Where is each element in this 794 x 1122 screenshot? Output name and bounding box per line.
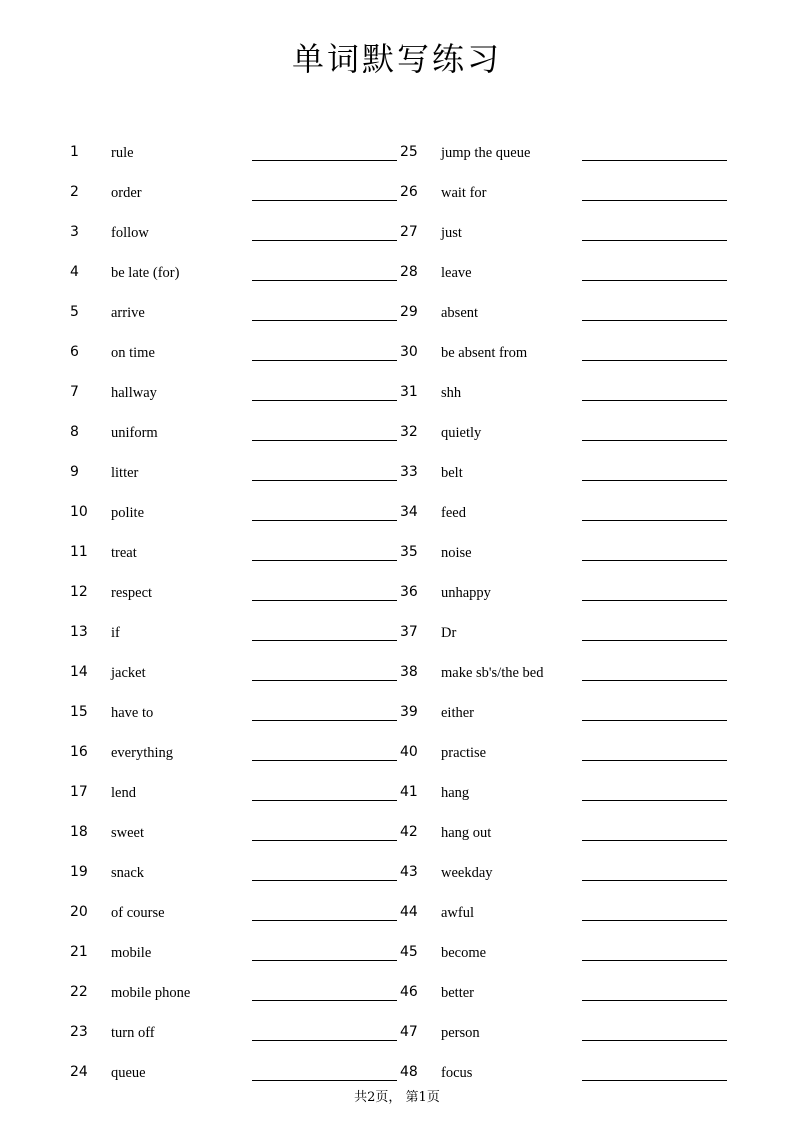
answer-blank[interactable]	[582, 1080, 727, 1081]
answer-blank[interactable]	[582, 880, 727, 881]
answer-blank[interactable]	[582, 680, 727, 681]
vocab-word: weekday	[441, 865, 493, 881]
answer-blank[interactable]	[252, 240, 397, 241]
answer-blank[interactable]	[582, 280, 727, 281]
answer-blank[interactable]	[582, 320, 727, 321]
answer-blank[interactable]	[582, 800, 727, 801]
item-number: 8	[70, 424, 79, 440]
vocab-word: mobile phone	[111, 985, 191, 1001]
answer-blank[interactable]	[252, 840, 397, 841]
item-number: 1	[70, 144, 79, 160]
vocab-row	[0, 733, 794, 773]
vocab-word: sweet	[111, 825, 145, 841]
answer-blank[interactable]	[252, 480, 397, 481]
answer-blank[interactable]	[582, 720, 727, 721]
answer-blank[interactable]	[582, 240, 727, 241]
item-number: 40	[400, 744, 418, 760]
item-number: 34	[400, 504, 418, 520]
item-number: 35	[400, 544, 418, 560]
vocab-row	[0, 533, 794, 573]
item-number: 13	[70, 624, 88, 640]
answer-blank[interactable]	[582, 160, 727, 161]
answer-blank[interactable]	[252, 760, 397, 761]
answer-blank[interactable]	[252, 560, 397, 561]
item-number: 41	[400, 784, 418, 800]
vocab-word: quietly	[441, 425, 482, 441]
vocab-row	[0, 573, 794, 613]
item-number: 30	[400, 344, 418, 360]
answer-blank[interactable]	[252, 440, 397, 441]
answer-blank[interactable]	[252, 520, 397, 521]
vocab-row	[0, 973, 794, 1013]
item-number: 9	[70, 464, 79, 480]
vocab-row	[0, 653, 794, 693]
item-number: 28	[400, 264, 418, 280]
answer-blank[interactable]	[582, 520, 727, 521]
item-number: 7	[70, 384, 79, 400]
vocab-row	[0, 333, 794, 373]
answer-blank[interactable]	[252, 320, 397, 321]
item-number: 37	[400, 624, 418, 640]
answer-blank[interactable]	[582, 200, 727, 201]
vocab-word: focus	[441, 1065, 473, 1081]
vocab-row	[0, 493, 794, 533]
item-number: 14	[70, 664, 88, 680]
item-number: 43	[400, 864, 418, 880]
item-number: 46	[400, 984, 418, 1000]
item-number: 12	[70, 584, 88, 600]
item-number: 39	[400, 704, 418, 720]
answer-blank[interactable]	[582, 480, 727, 481]
vocab-word: respect	[111, 585, 153, 601]
vocab-word: hallway	[111, 385, 157, 401]
vocab-row	[0, 133, 794, 173]
vocab-word: hang out	[441, 825, 492, 841]
vocab-word: mobile	[111, 945, 152, 961]
answer-blank[interactable]	[252, 800, 397, 801]
answer-blank[interactable]	[252, 360, 397, 361]
vocab-word: just	[441, 225, 462, 241]
answer-blank[interactable]	[582, 920, 727, 921]
item-number: 48	[400, 1064, 418, 1080]
vocab-word: snack	[111, 865, 145, 881]
item-number: 36	[400, 584, 418, 600]
answer-blank[interactable]	[582, 440, 727, 441]
vocab-word: uniform	[111, 425, 158, 441]
answer-blank[interactable]	[252, 280, 397, 281]
answer-blank[interactable]	[582, 1040, 727, 1041]
vocab-row	[0, 893, 794, 933]
answer-blank[interactable]	[582, 560, 727, 561]
vocab-row	[0, 613, 794, 653]
vocab-word: become	[441, 945, 487, 961]
vocab-word: shh	[441, 385, 462, 401]
vocab-word: queue	[111, 1065, 146, 1081]
vocab-word: arrive	[111, 305, 145, 321]
item-number: 47	[400, 1024, 418, 1040]
vocab-word: Dr	[441, 625, 457, 641]
item-number: 32	[400, 424, 418, 440]
vocab-row	[0, 773, 794, 813]
answer-blank[interactable]	[252, 200, 397, 201]
item-number: 16	[70, 744, 88, 760]
vocab-row	[0, 373, 794, 413]
vocab-row	[0, 853, 794, 893]
vocab-word: if	[111, 625, 120, 641]
vocab-word: litter	[111, 465, 139, 481]
vocab-word: make sb's/the bed	[441, 665, 544, 681]
answer-blank[interactable]	[252, 680, 397, 681]
item-number: 10	[70, 504, 88, 520]
answer-blank[interactable]	[252, 160, 397, 161]
answer-blank[interactable]	[252, 880, 397, 881]
vocab-word: either	[441, 705, 475, 721]
vocab-word: person	[441, 1025, 480, 1041]
vocab-word: polite	[111, 505, 145, 521]
vocab-word: turn off	[111, 1025, 155, 1041]
vocab-row	[0, 293, 794, 333]
vocab-word: unhappy	[441, 585, 491, 601]
answer-blank[interactable]	[582, 840, 727, 841]
vocab-row	[0, 453, 794, 493]
item-number: 17	[70, 784, 88, 800]
item-number: 6	[70, 344, 79, 360]
vocab-word: noise	[441, 545, 472, 561]
vocab-word: order	[111, 185, 142, 201]
vocab-word: treat	[111, 545, 137, 561]
vocab-word: follow	[111, 225, 149, 241]
answer-blank[interactable]	[252, 720, 397, 721]
vocab-word: awful	[441, 905, 475, 921]
item-number: 22	[70, 984, 88, 1000]
vocab-word: rule	[111, 145, 134, 161]
item-number: 5	[70, 304, 79, 320]
vocab-word: feed	[441, 505, 466, 521]
item-number: 3	[70, 224, 79, 240]
item-number: 19	[70, 864, 88, 880]
item-number: 26	[400, 184, 418, 200]
item-number: 23	[70, 1024, 88, 1040]
item-number: 21	[70, 944, 88, 960]
item-number: 15	[70, 704, 88, 720]
item-number: 25	[400, 144, 418, 160]
item-number: 24	[70, 1064, 88, 1080]
vocabulary-list	[0, 133, 794, 1093]
answer-blank[interactable]	[252, 920, 397, 921]
answer-blank[interactable]	[252, 1080, 397, 1081]
answer-blank[interactable]	[582, 400, 727, 401]
vocab-row	[0, 933, 794, 973]
vocab-word: leave	[441, 265, 472, 281]
vocab-word: belt	[441, 465, 463, 481]
item-number: 11	[70, 544, 88, 560]
vocab-word: jump the queue	[441, 145, 531, 161]
vocab-word: of course	[111, 905, 165, 921]
answer-blank[interactable]	[582, 760, 727, 761]
answer-blank[interactable]	[252, 1040, 397, 1041]
item-number: 42	[400, 824, 418, 840]
vocab-row	[0, 253, 794, 293]
item-number: 2	[70, 184, 79, 200]
answer-blank[interactable]	[582, 600, 727, 601]
vocab-row	[0, 213, 794, 253]
vocab-word: lend	[111, 785, 136, 801]
page-footer: 共2页， 第1页	[354, 1090, 440, 1105]
vocab-word: wait for	[441, 185, 487, 201]
answer-blank[interactable]	[582, 360, 727, 361]
answer-blank[interactable]	[252, 640, 397, 641]
answer-blank[interactable]	[582, 960, 727, 961]
item-number: 27	[400, 224, 418, 240]
answer-blank[interactable]	[252, 400, 397, 401]
item-number: 4	[70, 264, 79, 280]
vocab-word: be late (for)	[111, 265, 180, 281]
vocab-word: practise	[441, 745, 487, 761]
item-number: 45	[400, 944, 418, 960]
item-number: 29	[400, 304, 418, 320]
vocab-word: be absent from	[441, 345, 528, 361]
item-number: 38	[400, 664, 418, 680]
answer-blank[interactable]	[582, 640, 727, 641]
vocab-word: have to	[111, 705, 154, 721]
page-title: 单词默写练习	[291, 40, 502, 78]
vocab-row	[0, 1013, 794, 1053]
item-number: 31	[400, 384, 418, 400]
vocab-row	[0, 173, 794, 213]
vocab-word: everything	[111, 745, 174, 761]
item-number: 20	[70, 904, 88, 920]
vocab-row	[0, 413, 794, 453]
item-number: 18	[70, 824, 88, 840]
item-number: 33	[400, 464, 418, 480]
vocab-word: better	[441, 985, 475, 1001]
vocab-word: absent	[441, 305, 479, 321]
answer-blank[interactable]	[252, 600, 397, 601]
vocab-row	[0, 813, 794, 853]
answer-blank[interactable]	[582, 1000, 727, 1001]
answer-blank[interactable]	[252, 960, 397, 961]
answer-blank[interactable]	[252, 1000, 397, 1001]
vocab-word: hang	[441, 785, 470, 801]
vocab-row	[0, 693, 794, 733]
item-number: 44	[400, 904, 418, 920]
vocab-word: jacket	[111, 665, 146, 681]
vocab-word: on time	[111, 345, 155, 361]
